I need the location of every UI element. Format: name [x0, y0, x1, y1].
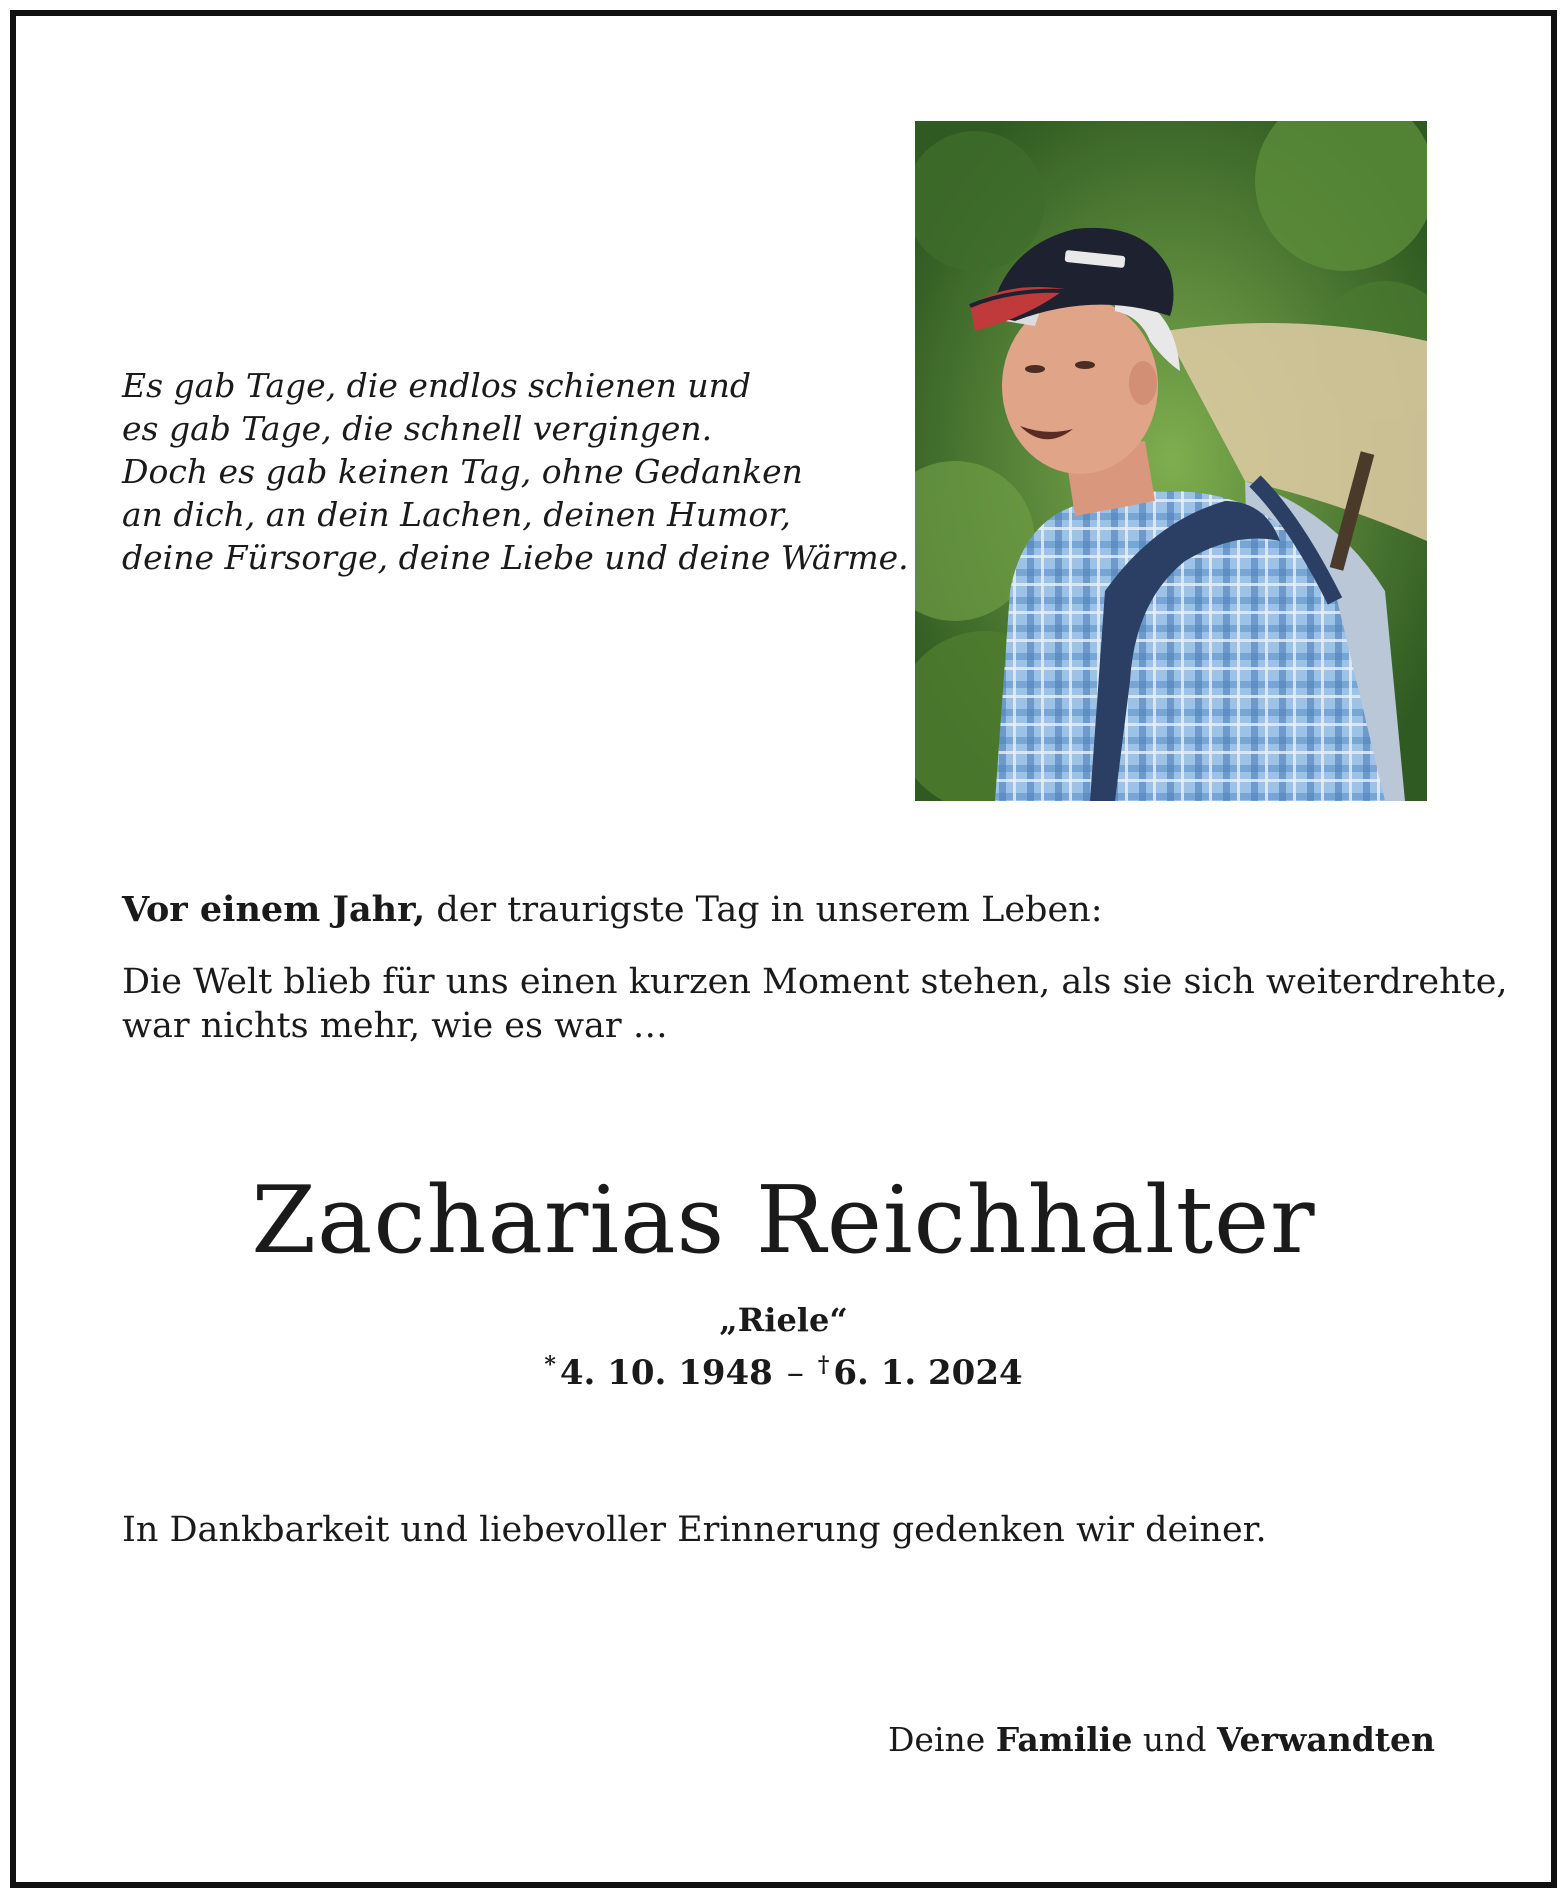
signature-relatives: Verwandten [1216, 1720, 1435, 1759]
death-symbol: † [817, 1352, 830, 1378]
world-line: Die Welt blieb für uns einen kurzen Moment stehen, als sie sich weiterdrehte, [122, 962, 1508, 1002]
signature-family: Familie [995, 1720, 1133, 1759]
poem-line: es gab Tage, die schnell vergingen. [122, 409, 713, 448]
portrait-illustration [915, 121, 1427, 801]
signature-prefix: Deine [887, 1720, 996, 1759]
memorial-poem [122, 364, 909, 579]
life-dates [0, 1343, 1567, 1395]
intro-bold: Vor einem Jahr, [122, 889, 426, 930]
world-text [122, 960, 1508, 1048]
world-line: war nichts mehr, wie es war … [122, 1006, 668, 1046]
poem-line: Es gab Tage, die endlos schienen und [122, 366, 752, 405]
deceased-nickname: „Riele“ [719, 1301, 848, 1339]
birth-symbol: * [544, 1352, 556, 1378]
signature-middle: und [1132, 1720, 1217, 1759]
date-dash: – [786, 1353, 804, 1393]
thanks-line: In Dankbarkeit und liebevoller Erinnerung gedenken wir deiner. [122, 1510, 1267, 1550]
intro-rest: der traurigste Tag in unserem Leben: [425, 890, 1103, 930]
portrait-photo [915, 121, 1427, 801]
poem-line: deine Fürsorge, deine Liebe und deine Wärme. [122, 538, 909, 577]
poem-line: an dich, an dein Lachen, deinen Humor, [122, 495, 791, 534]
birth-date: 4. 10. 1948 [559, 1353, 773, 1393]
signature [888, 1718, 1435, 1762]
death-date: 6. 1. 2024 [833, 1353, 1023, 1393]
intro-line [122, 887, 1103, 933]
poem-line: Doch es gab keinen Tag, ohne Gedanken [122, 452, 803, 491]
deceased-name: Zacharias Reichhalter [251, 1166, 1316, 1274]
